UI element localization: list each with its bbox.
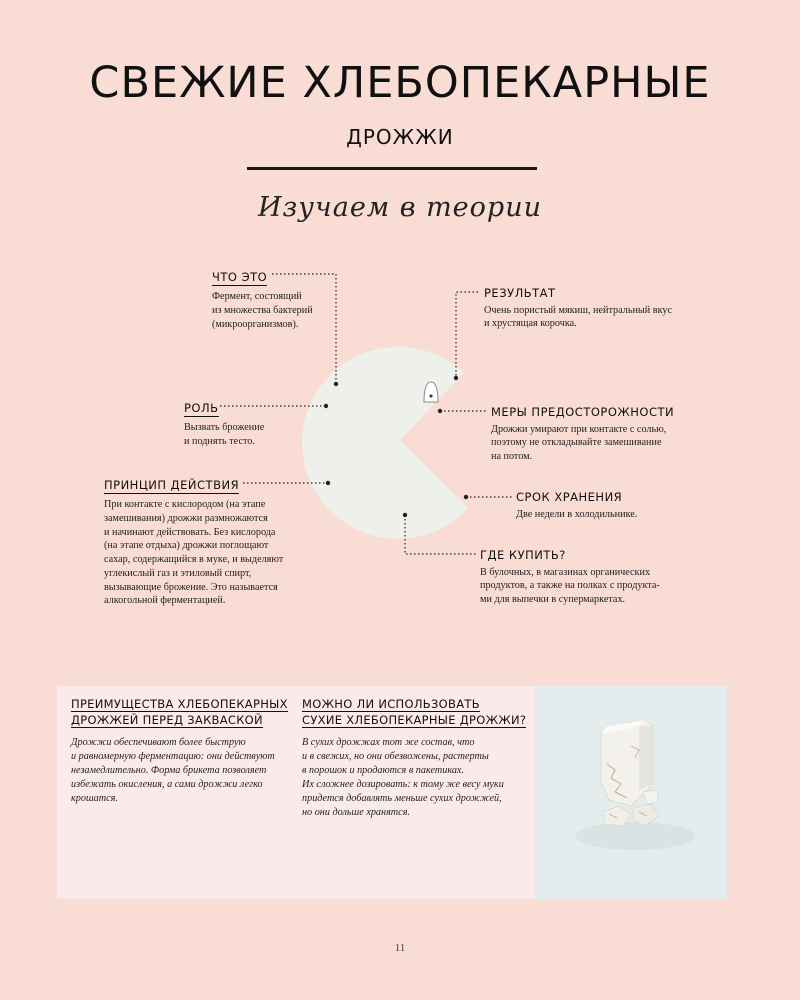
yeast-block-image (535, 686, 727, 899)
title-line: ДРОЖЖЕЙ ПЕРЕД ЗАКВАСКОЙ (71, 712, 263, 727)
text-line: и начинают действовать. Без кислорода (104, 526, 276, 538)
text-line: из множества бактерий (212, 304, 313, 316)
text-line: вызывающие брожение. Это называется (104, 581, 278, 593)
result-title: РЕЗУЛЬТАТ (484, 286, 556, 300)
principle-text (104, 498, 283, 608)
where-title: ГДЕ КУПИТЬ? (480, 548, 566, 562)
advantages-title (71, 697, 291, 728)
question-advantages (71, 697, 291, 806)
precautions-title: МЕРЫ ПРЕДОСТОРОЖНОСТИ (491, 405, 675, 419)
role-text (184, 421, 264, 449)
text-line: Очень пористый мякиш, нейтральный вкус (484, 304, 672, 316)
text-line: Дрожжи обеспечивают более быструю (71, 737, 246, 749)
text-line: алкогольной ферментацией. (104, 595, 226, 607)
text-line: сахар, содержащийся в муке, и выделяют (104, 554, 284, 566)
title-line: ПРЕИМУЩЕСТВА ХЛЕБОПЕКАРНЫХ (71, 697, 288, 711)
info-storage (516, 491, 637, 521)
text-line: Их сложнее дозировать: к тому же весу муки (302, 779, 504, 791)
result-text (484, 304, 672, 332)
advantages-text (71, 736, 291, 806)
text-line: и равномерную ферментацию: они действуют (71, 751, 275, 763)
yeast-photo (535, 686, 727, 899)
what-title: ЧТО ЭТО (212, 270, 268, 284)
text-line: (микроорганизмов). (212, 318, 299, 330)
question-dry-yeast (302, 697, 530, 821)
title-line: МОЖНО ЛИ ИСПОЛЬЗОВАТЬ (302, 697, 480, 711)
text-line: В булочных, в магазинах органических (480, 566, 651, 578)
what-text (212, 290, 313, 331)
info-where-to-buy (480, 549, 660, 607)
text-line: но они дольше хранятся. (302, 807, 410, 819)
storage-title: СРОК ХРАНЕНИЯ (516, 490, 623, 504)
dry-yeast-title (302, 697, 530, 728)
text-line: При контакте с кислородом (на этапе (104, 499, 266, 510)
text-line: продуктов, а также на полках с продукта- (480, 580, 660, 592)
page-title: СВЕЖИЕ ХЛЕБОПЕКАРНЫЕ (89, 58, 711, 108)
title-line: СУХИЕ ХЛЕБОПЕКАРНЫЕ ДРОЖЖИ? (302, 712, 527, 727)
precautions-text (491, 423, 674, 464)
text-line: на потом. (491, 451, 533, 463)
info-result (484, 287, 672, 331)
info-role (184, 399, 264, 449)
page-number: 11 (394, 942, 406, 954)
text-line: и хрустящая корочка. (484, 318, 577, 330)
text-line: в порошок и продаются в пакетиках. (302, 765, 464, 777)
text-line: Две недели в холодильнике. (516, 508, 638, 520)
text-line: ми для выпечки в супермаркетах. (480, 594, 626, 606)
text-line: и в свежих, но они обезвожены, растерты (302, 751, 489, 763)
text-line: крошатся. (71, 793, 118, 805)
info-precautions (491, 406, 674, 464)
text-line: углекислый газ и этиловый спирт, (104, 567, 252, 579)
text-line: В сухих дрожжах тот же состав, что (302, 737, 475, 749)
text-line: замешивания) дрожжи размножаются (104, 512, 268, 524)
info-principle (104, 476, 283, 608)
principle-title: ПРИНЦИП ДЕЙСТВИЯ (104, 478, 240, 492)
text-line: придется добавлять меньше сухих дрожжей, (302, 793, 502, 805)
dry-yeast-text (302, 736, 530, 820)
where-text (480, 566, 660, 607)
text-line: Вызвать брожение (184, 422, 265, 433)
role-title: РОЛЬ (184, 401, 219, 415)
text-line: избежать окисления, а сами дрожжи легко (71, 779, 263, 791)
text-line: Дрожжи умирают при контакте с солью, (491, 423, 667, 435)
text-line: незамедлительно. Форма брикета позволяет (71, 765, 267, 777)
section-heading: Изучаем в теории (258, 192, 542, 223)
text-line: и поднять тесто. (184, 435, 255, 447)
text-line: поэтому не откладывайте замешивание (491, 437, 662, 449)
storage-text (516, 508, 637, 522)
page-subtitle: ДРОЖЖИ (346, 125, 454, 149)
text-line: Фермент, состоящий (212, 291, 302, 302)
text-line: (на этапе отдыха) дрожжи поглощают (104, 540, 269, 552)
info-what-it-is (212, 268, 313, 331)
